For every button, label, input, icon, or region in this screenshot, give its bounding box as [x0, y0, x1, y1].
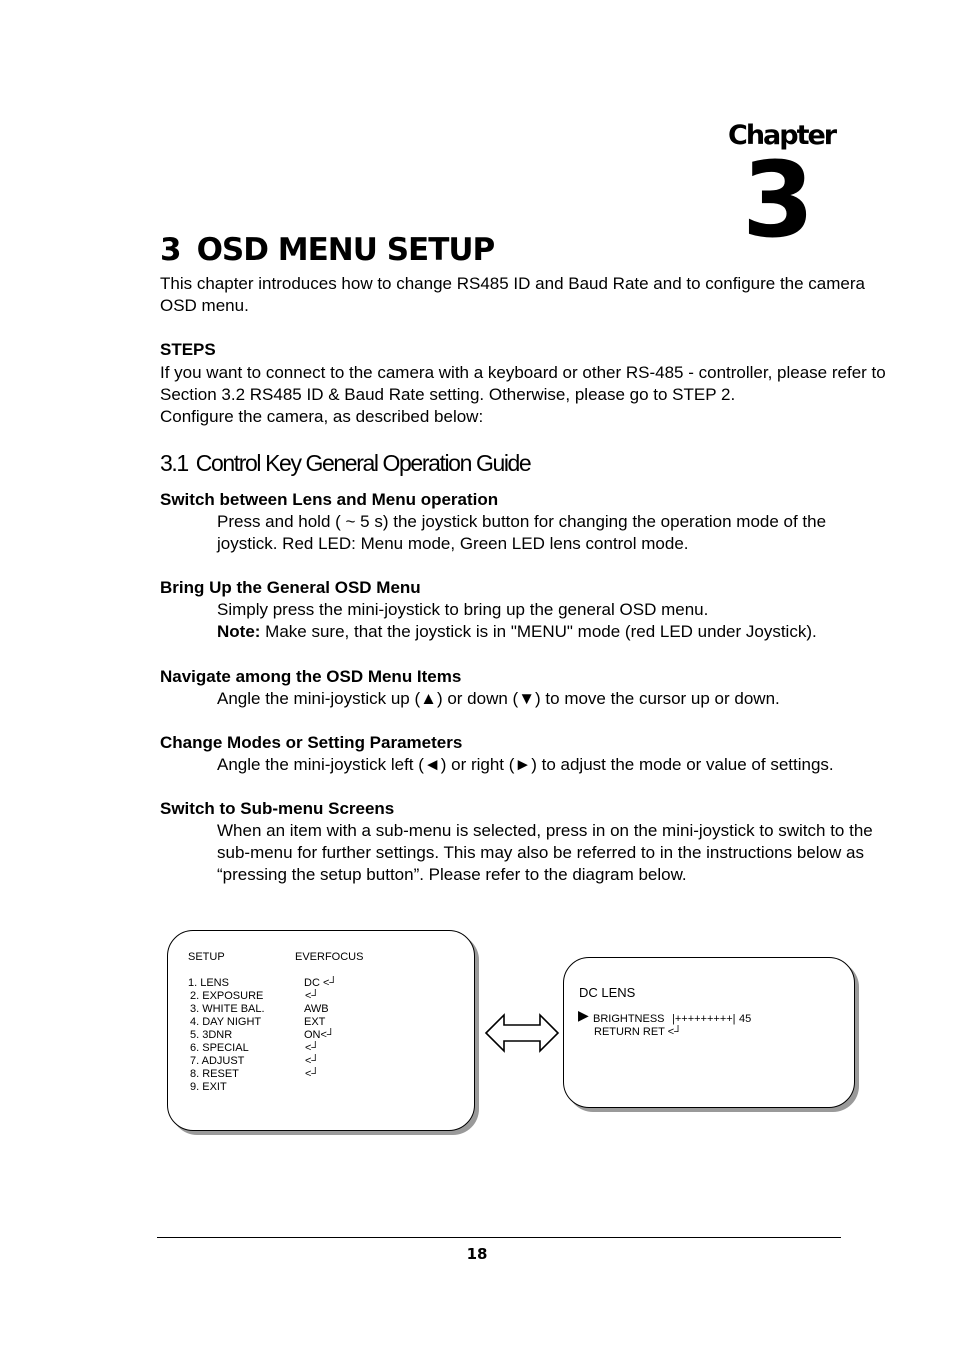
section-number: 3.1 — [160, 450, 188, 476]
item-heading: Navigate among the OSD Menu Items — [160, 667, 462, 686]
item-line: Angle the mini-joystick left (◄) or right (►) to adjust the mode or value of settings. — [217, 755, 834, 774]
lens-title: DC LENS — [579, 985, 636, 1000]
setup-item-value: AWB — [304, 1003, 329, 1015]
setup-item-label: 5. 3DNR — [190, 1029, 233, 1041]
setup-brand: EVERFOCUS — [295, 951, 364, 963]
setup-item-value: EXT — [304, 1016, 326, 1028]
item-line: “pressing the setup button”. Please refer to the diagram below. — [217, 865, 687, 884]
item-line: joystick. Red LED: Menu mode, Green LED lens control mode. — [217, 534, 689, 553]
setup-item-label: 3. WHITE BAL. — [190, 1003, 265, 1015]
intro-line: This chapter introduces how to change RS485 ID and Baud Rate and to configure the camera — [160, 274, 865, 293]
item-line: sub-menu for further settings. This may also be referred to in the instructions below as — [217, 843, 864, 862]
steps-heading: STEPS — [160, 340, 216, 359]
note-text: Make sure, that the joystick is in "MENU" mode (red LED under Joystick). — [260, 622, 817, 641]
double-arrow-icon — [484, 1012, 560, 1054]
dc-lens-screen — [563, 957, 855, 1108]
section-title — [160, 450, 530, 477]
return-item: RETURN RET <┘ — [594, 1026, 682, 1038]
note-line — [217, 621, 817, 643]
setup-item-label: 2. EXPOSURE — [190, 990, 264, 1002]
chapter-number: 3 — [742, 139, 815, 261]
steps-line: Configure the camera, as described below: — [160, 407, 484, 426]
setup-item-label: 9. EXIT — [190, 1081, 227, 1093]
setup-item-value: <┘ — [305, 1055, 320, 1067]
chapter-label: Chapter — [728, 120, 836, 151]
item-line: Angle the mini-joystick up (▲) or down (▼) to move the cursor up or down. — [217, 689, 780, 708]
note-label: Note: — [217, 622, 261, 641]
setup-item-value: DC <┘ — [304, 977, 338, 989]
setup-item-value: <┘ — [305, 990, 320, 1002]
section-title-text: Control Key General Operation Guide — [195, 450, 531, 476]
cursor-icon: ▶ — [578, 1007, 589, 1023]
intro-line: OSD menu. — [160, 296, 249, 315]
footer-rule — [157, 1237, 841, 1238]
brightness-value: 45 — [739, 1013, 752, 1025]
setup-menu-screen — [167, 930, 475, 1131]
setup-item-label: 7. ADJUST — [190, 1055, 245, 1067]
setup-item-label: 6. SPECIAL — [190, 1042, 249, 1054]
item-heading: Switch to Sub-menu Screens — [160, 799, 395, 818]
page-number: 18 — [466, 1245, 488, 1263]
setup-item-label: 4. DAY NIGHT — [190, 1016, 262, 1028]
setup-item-value: <┘ — [305, 1068, 320, 1080]
brightness-bar: |+++++++++| — [672, 1013, 736, 1025]
setup-item-value: ON<┘ — [304, 1029, 335, 1041]
setup-item-label: 1. LENS — [188, 977, 229, 989]
steps-line: Section 3.2 RS485 ID & Baud Rate setting. Otherwise, please go to STEP 2. — [160, 385, 736, 404]
steps-line: If you want to connect to the camera with a keyboard or other RS-485 - controller, please refer to — [160, 363, 886, 382]
title-text: OSD MENU SETUP — [196, 232, 495, 268]
setup-item-label: 8. RESET — [190, 1068, 239, 1080]
item-heading: Switch between Lens and Menu operation — [160, 490, 499, 509]
item-line: When an item with a sub-menu is selected, press in on the mini-joystick to switch to the — [217, 821, 873, 840]
page-title — [160, 232, 494, 268]
item-heading: Change Modes or Setting Parameters — [160, 733, 463, 752]
title-number: 3 — [160, 232, 181, 268]
brightness-label: BRIGHTNESS — [593, 1013, 665, 1025]
setup-title: SETUP — [188, 951, 225, 963]
item-line: Simply press the mini-joystick to bring up the general OSD menu. — [217, 600, 709, 619]
item-line: Press and hold ( ~ 5 s) the joystick button for changing the operation mode of the — [217, 512, 827, 531]
setup-item-value: <┘ — [305, 1042, 320, 1054]
item-heading: Bring Up the General OSD Menu — [160, 578, 421, 597]
